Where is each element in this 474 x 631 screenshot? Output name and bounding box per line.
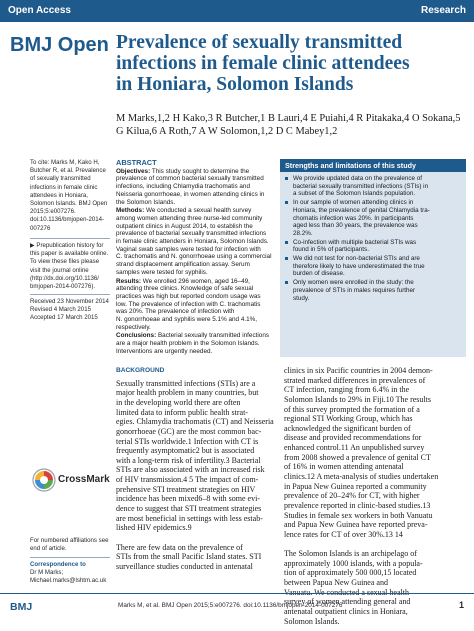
abstract-line: Conclusions: Bacterial sexually transmitted infections xyxy=(116,332,270,340)
cite-line: 2015;5:e007276. xyxy=(30,208,76,216)
box-item xyxy=(285,175,461,198)
abstract-paragraph xyxy=(116,207,274,276)
body-line: strated marked differences in prevalences of xyxy=(284,375,426,385)
cite-line: 007276 xyxy=(30,224,51,232)
footer-citation: Marks M, et al. BMJ Open 2015;5:e007276. doi:10.1136/bmjopen-2014-007276 xyxy=(118,602,343,609)
body-line: in the developing world there are often xyxy=(116,397,241,407)
box-item-line: 28.2%. xyxy=(293,229,313,237)
body-line: The Solomon Islands is an archipelago of xyxy=(284,549,417,559)
body-line: frequently asymptomatic2 but is associated xyxy=(116,446,255,456)
body-line: antenatal outpatient clinics in Honiara, xyxy=(284,607,408,617)
body-line: prevalence of 20–24% for CT, with higher xyxy=(284,491,420,501)
revised-date: Revised 4 March 2015 xyxy=(30,306,91,314)
box-item xyxy=(285,255,461,278)
journal-topbar xyxy=(0,0,474,22)
body-line xyxy=(284,540,466,550)
body-line: acknowledged the significant burden of xyxy=(284,423,411,433)
abstract-line: Interventions are urgently needed. xyxy=(116,347,213,355)
body-line: and Papua New Guinea have reported preva- xyxy=(284,520,428,530)
abstract-line: infections, including Chlamydia trachomatis and xyxy=(116,183,250,191)
box-item xyxy=(285,279,461,302)
square-bullet-icon xyxy=(285,177,288,180)
box-item-line: In our sample of women attending clinics in xyxy=(293,199,414,207)
author-line: G Kilua,6 A Roth,7 A W Solomon,1,2 D C Mabey1,2 xyxy=(116,126,338,137)
box-item-line: Honiara, the prevalence of genital Chlamydia tra- xyxy=(293,206,430,214)
square-bullet-icon xyxy=(285,257,288,260)
title-line: Prevalence of sexually transmitted xyxy=(116,32,403,53)
box-item-line: Only women were enrolled in the study: the xyxy=(293,279,414,287)
background-heading: BACKGROUND xyxy=(116,367,165,374)
cite-line: of sexually transmitted xyxy=(30,175,91,183)
box-item xyxy=(285,239,461,254)
correspondence-block xyxy=(30,561,110,586)
abstract-line: practices was high but reported condom usage was xyxy=(116,292,261,300)
prepub-link[interactable]: (http://dx.doi.org/10.1136/ xyxy=(30,274,99,282)
box-item-line: bacterial sexually transmitted infections (STIs) in xyxy=(293,182,429,190)
body-line: major health problem in many countries, but xyxy=(116,388,259,398)
abstract-heading: ABSTRACT xyxy=(116,158,157,167)
received-date: Received 23 November 2014 xyxy=(30,298,109,305)
abstract-paragraph xyxy=(116,332,274,355)
abstract-label: Methods: xyxy=(116,207,145,215)
body-line: limited data to inform public health strat- xyxy=(116,407,248,417)
abstract-line: respectively. xyxy=(116,323,151,331)
body-line: clinics in six Pacific countries in 2004 demon- xyxy=(284,366,433,375)
body-right-column xyxy=(284,366,466,626)
sidebar-divider xyxy=(30,238,110,239)
body-line: with a long-term risk of infertility.3 Bacterial xyxy=(116,455,261,465)
body-line: survey of women attending general and xyxy=(284,597,411,607)
crossmark-badge[interactable] xyxy=(30,467,114,493)
prepub-line: To view these files please xyxy=(30,258,100,266)
abstract xyxy=(116,159,274,357)
box-list xyxy=(280,172,466,302)
abstract-line: C. trachomatis and N. gonorrhoeae using a commercial xyxy=(116,253,272,261)
body-line: Sexually transmitted infections (STIs) are a xyxy=(116,378,256,388)
journal-brand: BMJ Open xyxy=(10,34,109,56)
abstract-line: are a major health problem in the Solomon Islands. xyxy=(116,340,260,348)
body-line: egies. Chlamydia trachomatis (CT) and Neisseria xyxy=(116,417,274,427)
body-line: of this survey prompted the formation of a xyxy=(284,404,420,414)
title-line: infections in female clinic attendees xyxy=(116,53,410,74)
box-item-line: chomatis infection was 20%. In participants xyxy=(293,214,414,222)
body-line: lished HIV epidemics.9 xyxy=(116,523,192,533)
prepub-line: this paper is available online. xyxy=(30,250,109,258)
author-line: M Marks,1,2 H Kako,3 R Butcher,1 B Lauri,4 E Puiahi,4 R Pitakaka,4 O Sokana,5 xyxy=(116,113,461,124)
box-heading: Strengths and limitations of this study xyxy=(280,159,466,172)
body-line: lence rates for CT of over 30%.13 14 xyxy=(284,529,403,539)
body-line: terial STIs worldwide.1 Infection with CT is xyxy=(116,436,259,446)
prepub-block xyxy=(30,242,110,291)
abstract-line: Methods: We conducted a sexual health survey xyxy=(116,207,252,215)
abstract-paragraph xyxy=(116,168,274,207)
square-bullet-icon xyxy=(285,201,288,204)
body-line: regional STI Working Group, which has xyxy=(284,414,413,424)
cite-line: Solomon Islands. BMJ Open xyxy=(30,200,108,208)
background-text-left xyxy=(116,379,274,572)
body-line: approximately 1000 islands, with a popula- xyxy=(284,558,423,568)
footer-brand: BMJ xyxy=(10,601,33,613)
body-line: from 2008 showed a prevalence of genital CT xyxy=(284,452,431,462)
background-text-right xyxy=(284,366,466,626)
crossmark-icon xyxy=(32,468,56,492)
page-number: 1 xyxy=(458,600,464,610)
affil-line: end of article. xyxy=(30,545,67,553)
abstract-line: in female clinic attenders in Honiara, Solomon Islands. xyxy=(116,238,269,246)
accepted-date: Accepted 17 March 2015 xyxy=(30,314,98,322)
abstract-line: prevalence of common bacterial sexually transmitted xyxy=(116,175,264,183)
abstract-line: the Solomon Islands. xyxy=(116,198,176,206)
body-line: surveillance studies conducted in antenatal xyxy=(116,561,253,571)
body-line: enhanced control.11 An unpublished survey xyxy=(284,443,425,453)
affiliations-note xyxy=(30,537,110,553)
box-item-line: We provide updated data on the prevalence of xyxy=(293,175,423,182)
body-line: Studies in female sex workers in both Vanuatu xyxy=(284,510,433,520)
abstract-line: outpatient clinics in August 2014, to establish the xyxy=(116,222,253,230)
correspondence-email[interactable]: Michael.marks@lshtm.ac.uk xyxy=(30,577,107,585)
author-list xyxy=(116,112,466,138)
correspondence-heading: Correspondence to xyxy=(30,561,86,568)
box-item-line: burden of disease. xyxy=(293,270,345,278)
sidebar-divider xyxy=(30,294,110,295)
body-line: STIs from the small Pacific Island states. STI xyxy=(116,552,262,562)
box-item-line: prevalence of STIs in males requires further xyxy=(293,286,416,294)
square-bullet-icon xyxy=(285,241,288,244)
article-title xyxy=(116,32,466,95)
page-footer xyxy=(0,595,474,631)
body-line: CT infection, ranging from 6.4% in the xyxy=(284,385,410,395)
open-access-label: Open Access xyxy=(8,5,71,16)
box-item-line: therefore likely to have underestimated the true xyxy=(293,262,425,270)
body-line: of 16% in women attending antenatal xyxy=(284,462,404,472)
body-line: disease and provided recommendations for xyxy=(284,433,422,443)
abstract-paragraph xyxy=(116,278,274,332)
abstract-line: strand displacement amplification assay. Serum xyxy=(116,261,250,269)
body-line: STIs are also associated with an increased risk xyxy=(116,465,265,475)
article-type-label: Research xyxy=(420,5,466,16)
box-item-line: Co-infection with multiple bacterial STIs was xyxy=(293,238,417,246)
body-line xyxy=(116,533,274,543)
cite-line: infections in female clinic xyxy=(30,183,98,191)
abstract-line: prevalence of bacterial sexually transmitted infections xyxy=(116,230,267,238)
body-line: in Papua New Guinea reported a community xyxy=(284,481,427,491)
abstract-body xyxy=(116,168,274,356)
abstract-line: N. gonorrhoeae and syphilis were 5.1% and 4.1%, xyxy=(116,316,258,324)
box-item xyxy=(285,199,461,238)
abstract-line: attending three clinics. Knowledge of safe sexual xyxy=(116,285,254,293)
cite-block xyxy=(30,159,110,233)
affil-line: For numbered affiliations see xyxy=(30,537,109,544)
prepub-line: ▶ Prepublication history for xyxy=(30,242,104,249)
abstract-label: Conclusions: xyxy=(116,332,157,340)
prepub-link[interactable]: bmjopen-2014-007276). xyxy=(30,283,96,291)
prepub-line: visit the journal online xyxy=(30,266,89,274)
strengths-limitations-box xyxy=(280,159,466,357)
cite-line: attendees in Honiara, xyxy=(30,191,88,199)
abstract-label: Objectives: xyxy=(116,167,151,175)
sidebar-divider xyxy=(30,557,110,558)
abstract-line: Vaginal swab samples were tested for infection with xyxy=(116,245,261,253)
abstract-line: samples were tested for syphilis. xyxy=(116,268,208,276)
cite-line: Butcher R, et al. Prevalence xyxy=(30,167,106,175)
abstract-label: Results: xyxy=(116,277,142,285)
cite-line: To cite: Marks M, Kako H, xyxy=(30,159,100,166)
body-line: tion of approximately 500 000,15 located xyxy=(284,568,417,578)
box-item-line: aged less than 30 years, the prevalence was xyxy=(293,222,418,230)
body-line: prevalence reported in clinic-based studies.13 xyxy=(284,500,431,510)
abstract-line: among women attending three nurse-led community xyxy=(116,214,263,222)
abstract-line: Objectives: This study sought to determine the xyxy=(116,167,250,175)
body-line: Solomon Islands to 29% in Fiji.10 The results xyxy=(284,394,431,404)
body-line: There are few data on the prevalence of xyxy=(116,542,243,552)
square-bullet-icon xyxy=(285,281,288,284)
abstract-line: low. The prevalence of infection with C. trachomatis xyxy=(116,300,261,308)
dates-block xyxy=(30,298,110,323)
abstract-line: Results: We enrolled 296 women, aged 16–49, xyxy=(116,277,250,285)
body-line: of HIV transmission.4 5 The impact of com- xyxy=(116,475,259,485)
cite-link[interactable]: doi:10.1136/bmjopen-2014- xyxy=(30,216,105,224)
crossmark-label: CrossMark xyxy=(58,474,110,485)
body-left-column xyxy=(116,366,274,571)
body-line: incidence has been mixed6–8 with some evi- xyxy=(116,494,260,504)
body-line: are most beneficial in settings with less estab- xyxy=(116,513,263,523)
box-item-line: found in 5% of participants. xyxy=(293,246,369,254)
footer-rule xyxy=(0,593,474,594)
title-line: in Honiara, Solomon Islands xyxy=(116,74,354,95)
body-line: Solomon Islands. xyxy=(284,616,340,626)
body-line: prehensive STI treatment strategies on HIV xyxy=(116,484,256,494)
body-line: gonorrhoeae (GC) are the most common bac- xyxy=(116,426,262,436)
correspondence-name: Dr M Marks; xyxy=(30,569,64,577)
abstract-line: Neisseria gonorrhoeae, in women attending clinics in xyxy=(116,190,265,198)
abstract-line: was 20%. The prevalence of infection with xyxy=(116,308,235,316)
box-item-line: study. xyxy=(293,294,310,302)
body-line: clinics.12 A meta-analysis of studies undertaken xyxy=(284,472,439,482)
box-item-line: We did not test for non-bacterial STIs and are xyxy=(293,255,420,263)
body-line: between Papua New Guinea and xyxy=(284,578,388,588)
body-line: dence to suggest that STI treatment strategies xyxy=(116,503,262,513)
box-item-line: a subset of the Solomon Islands population. xyxy=(293,190,416,198)
